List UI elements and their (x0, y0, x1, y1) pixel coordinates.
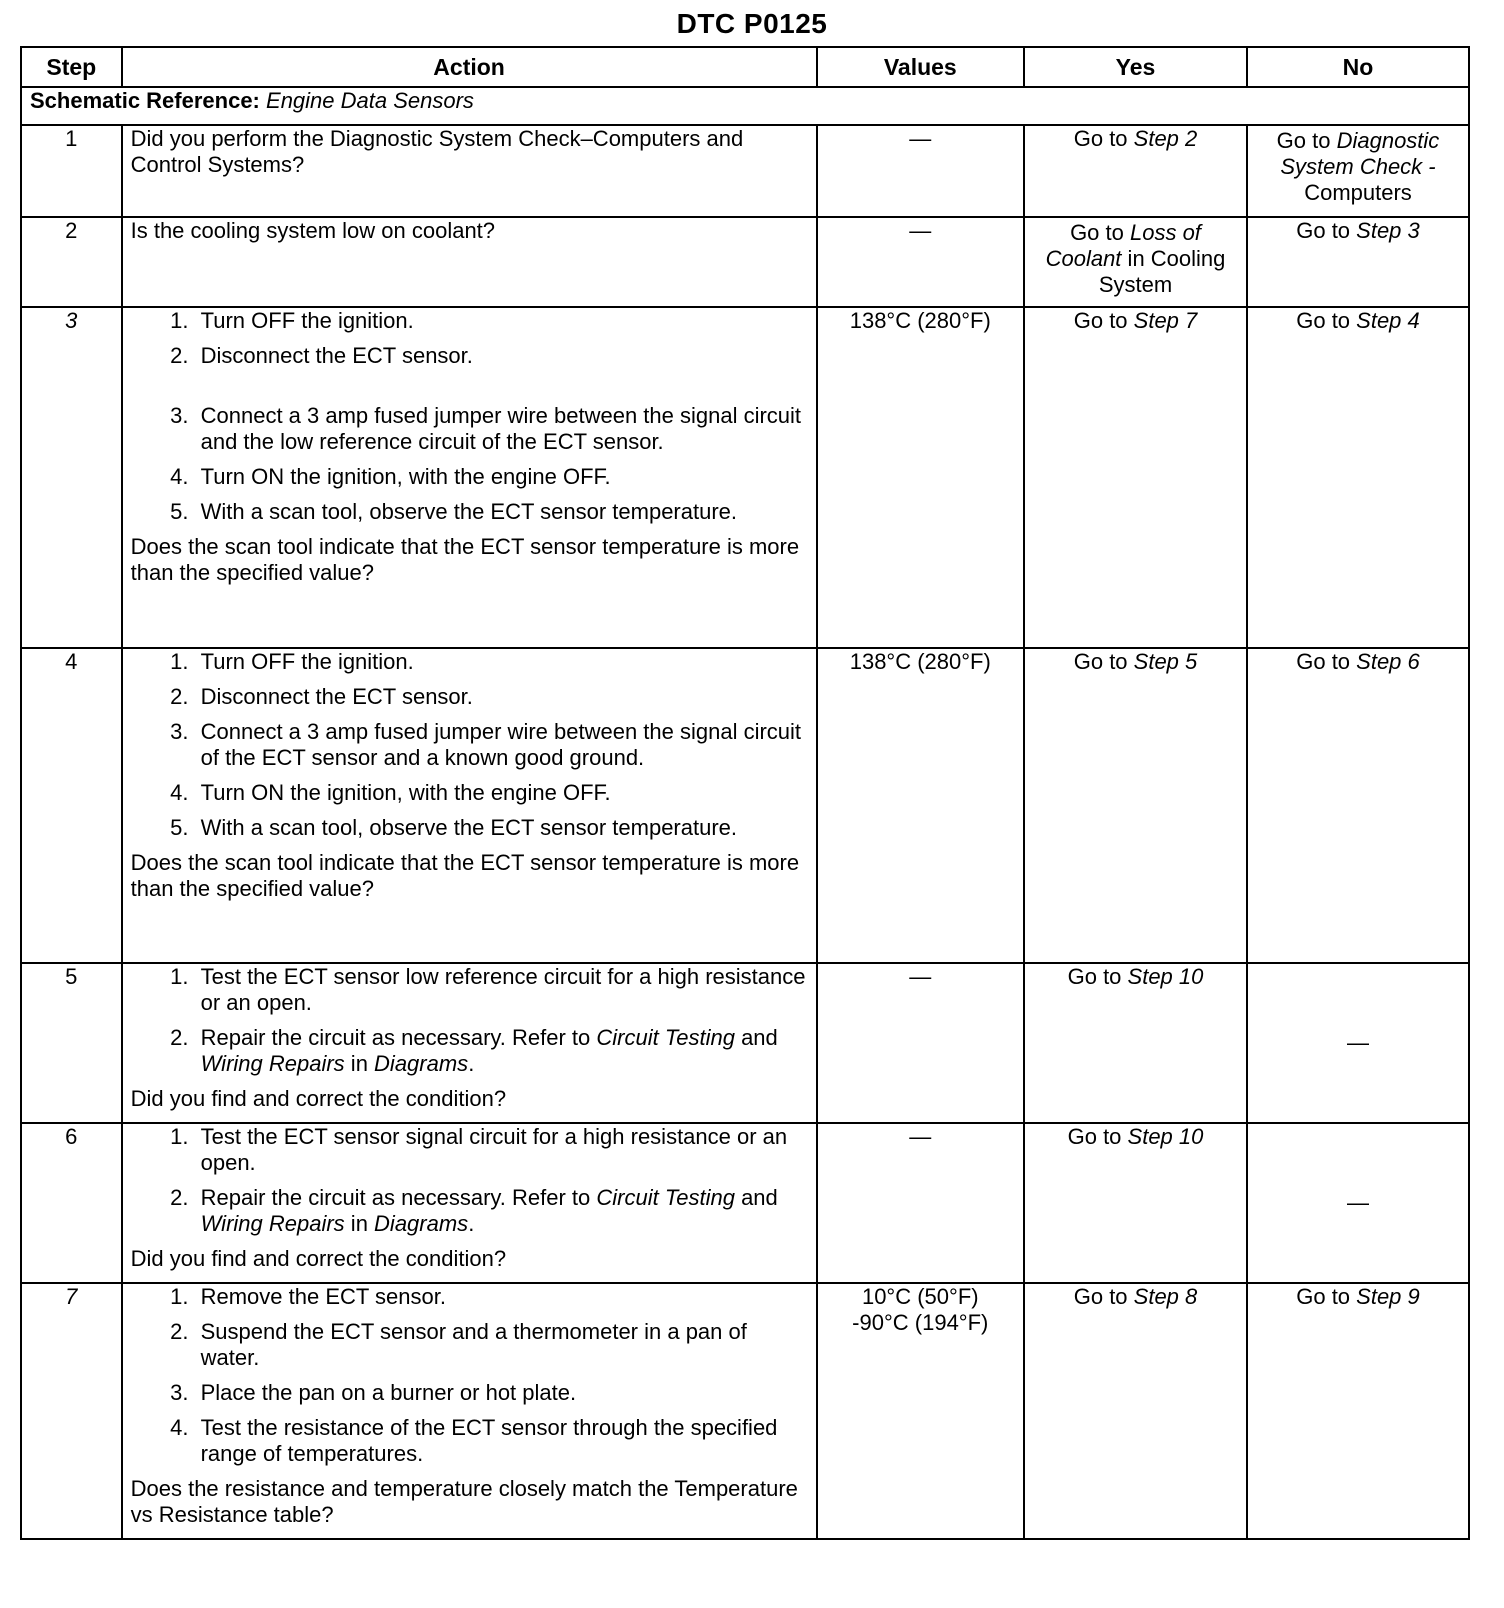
action-question: Does the scan tool indicate that the ECT sensor temperature is more than the specified value? (130, 534, 800, 585)
action-cell (122, 648, 817, 963)
yes-prefix: Go to (1073, 1284, 1134, 1309)
substep-text: . (468, 1051, 475, 1076)
substep-text: Repair the circuit as necessary. Refer to (200, 1185, 597, 1210)
header-no: No (1247, 47, 1469, 87)
value-line: -90°C (194°F) (852, 1310, 989, 1335)
step-number: 7 (21, 1283, 122, 1539)
no-link[interactable]: Step 4 (1356, 308, 1420, 333)
values-cell: — (817, 1123, 1024, 1283)
no-prefix: Go to (1296, 1284, 1357, 1309)
action-cell (122, 217, 817, 307)
yes-link[interactable]: Loss of Coolant (1045, 220, 1201, 271)
action-cell (122, 125, 817, 217)
no-cell (1247, 217, 1469, 307)
page-title: DTC P0125 (676, 8, 828, 39)
table-row (21, 648, 1469, 963)
wiring-repairs-link[interactable]: Wiring Repairs (200, 1211, 345, 1236)
values-cell (817, 1283, 1024, 1539)
schematic-reference (21, 87, 1469, 125)
yes-prefix: Go to (1073, 649, 1134, 674)
action-cell (122, 963, 817, 1123)
substep (195, 1185, 808, 1237)
substep: 5. With a scan tool, observe the ECT sensor temperature. (195, 499, 808, 525)
substep: 4. Turn ON the ignition, with the engine OFF. (195, 464, 808, 490)
yes-cell (1024, 125, 1247, 217)
no-link[interactable]: Diagnostic System Check - (1280, 128, 1440, 179)
table-row (21, 1283, 1469, 1539)
action-question: Does the scan tool indicate that the ECT sensor temperature is more than the specified value? (130, 850, 800, 901)
yes-cell (1024, 1283, 1247, 1539)
yes-prefix: Go to (1067, 964, 1128, 989)
substep-list (131, 964, 808, 1077)
action-cell (122, 307, 817, 648)
yes-prefix: Go to (1073, 308, 1134, 333)
substep: 3. Connect a 3 amp fused jumper wire between the signal circuit and the low reference circuit of the ECT sensor. (195, 403, 808, 455)
header-step: Step (21, 47, 122, 87)
no-link[interactable]: Step 6 (1356, 649, 1420, 674)
wiring-repairs-link[interactable]: Wiring Repairs (200, 1051, 345, 1076)
yes-link[interactable]: Step 5 (1133, 649, 1198, 674)
substep-list (131, 308, 808, 525)
step-number: 1 (21, 125, 122, 217)
substep-list (131, 1124, 808, 1237)
yes-link[interactable]: Step 2 (1133, 126, 1198, 151)
schematic-reference-row (21, 87, 1469, 125)
values-cell: — (817, 217, 1024, 307)
yes-link[interactable]: Step 7 (1133, 308, 1198, 333)
substep: 3. Connect a 3 amp fused jumper wire between the signal circuit of the ECT sensor and a known good ground. (195, 719, 808, 771)
values-cell: 138°C (280°F) (817, 307, 1024, 648)
no-suffix: Computers (1304, 180, 1412, 205)
no-cell (1247, 307, 1469, 648)
yes-link[interactable]: Step 10 (1127, 1124, 1204, 1149)
no-link[interactable]: Step 3 (1356, 218, 1420, 243)
diagrams-link[interactable]: Diagrams (374, 1051, 469, 1076)
values-cell: 138°C (280°F) (817, 648, 1024, 963)
yes-prefix: Go to (1073, 126, 1134, 151)
substep: 1. Remove the ECT sensor. (195, 1284, 808, 1310)
step-number: 4 (21, 648, 122, 963)
substep-text: . (468, 1211, 475, 1236)
no-cell (1247, 125, 1469, 217)
yes-cell (1024, 307, 1247, 648)
header-action: Action (122, 47, 817, 87)
substep-text: and (734, 1185, 778, 1210)
table-row (21, 217, 1469, 307)
yes-prefix: Go to (1070, 220, 1130, 245)
step-number: 6 (21, 1123, 122, 1283)
no-link[interactable]: Step 9 (1356, 1284, 1420, 1309)
action-cell (122, 1123, 817, 1283)
action-question: Does the resistance and temperature closely match the Temperature vs Resistance table? (130, 1476, 798, 1527)
no-cell (1247, 1283, 1469, 1539)
values-cell: — (817, 125, 1024, 217)
substep: 2. Suspend the ECT sensor and a thermometer in a pan of water. (195, 1319, 808, 1371)
substep-list (131, 649, 808, 841)
step-number: 5 (21, 963, 122, 1123)
substep-text: Repair the circuit as necessary. Refer to (200, 1025, 597, 1050)
table-row (21, 307, 1469, 648)
yes-link[interactable]: Step 8 (1133, 1284, 1198, 1309)
substep: 4. Test the resistance of the ECT sensor through the specified range of temperatures. (195, 1415, 808, 1467)
header-row (21, 47, 1469, 87)
schematic-reference-label: Schematic Reference: (30, 88, 260, 113)
substep: 3. Place the pan on a burner or hot plate. (195, 1380, 808, 1406)
no-cell: — (1247, 963, 1469, 1123)
no-prefix: Go to (1296, 308, 1357, 333)
substep-list (131, 1284, 808, 1467)
header-values: Values (817, 47, 1024, 87)
substep-text: in (344, 1211, 375, 1236)
diagrams-link[interactable]: Diagrams (374, 1211, 469, 1236)
substep: 1. Turn OFF the ignition. (195, 308, 808, 334)
substep-text: in (344, 1051, 375, 1076)
step-number: 3 (21, 307, 122, 648)
substep: 1. Turn OFF the ignition. (195, 649, 808, 675)
substep: 2. Disconnect the ECT sensor. (195, 343, 808, 369)
substep (195, 1025, 808, 1077)
action-question: Is the cooling system low on coolant? (130, 218, 496, 243)
table-row (21, 963, 1469, 1123)
step-number: 2 (21, 217, 122, 307)
yes-cell (1024, 648, 1247, 963)
no-cell: — (1247, 1123, 1469, 1283)
values-cell: — (817, 963, 1024, 1123)
yes-cell (1024, 1123, 1247, 1283)
no-prefix: Go to (1276, 128, 1337, 153)
action-question: Did you find and correct the condition? (130, 1086, 507, 1111)
yes-suffix: in Cooling System (1098, 246, 1226, 297)
substep: 1. Test the ECT sensor signal circuit for a high resistance or an open. (195, 1124, 808, 1176)
circuit-testing-link[interactable]: Circuit Testing (596, 1025, 735, 1050)
action-question: Did you find and correct the condition? (130, 1246, 507, 1271)
no-prefix: Go to (1296, 218, 1357, 243)
value-line: 10°C (50°F) (861, 1284, 979, 1309)
table-row (21, 125, 1469, 217)
substep: 2. Disconnect the ECT sensor. (195, 684, 808, 710)
yes-cell (1024, 217, 1247, 307)
no-prefix: Go to (1296, 649, 1357, 674)
no-cell (1247, 648, 1469, 963)
schematic-reference-value: Engine Data Sensors (266, 88, 474, 113)
table-row (21, 1123, 1469, 1283)
yes-prefix: Go to (1067, 1124, 1128, 1149)
substep-text: and (734, 1025, 778, 1050)
circuit-testing-link[interactable]: Circuit Testing (596, 1185, 735, 1210)
yes-link[interactable]: Step 10 (1127, 964, 1204, 989)
action-question: Did you perform the Diagnostic System Check–Computers and Control Systems? (130, 126, 744, 177)
yes-cell (1024, 963, 1247, 1123)
header-yes: Yes (1024, 47, 1247, 87)
substep: 1. Test the ECT sensor low reference circuit for a high resistance or an open. (195, 964, 808, 1016)
action-cell (122, 1283, 817, 1539)
substep: 4. Turn ON the ignition, with the engine OFF. (195, 780, 808, 806)
diagnostic-table (20, 46, 1470, 1540)
substep: 5. With a scan tool, observe the ECT sensor temperature. (195, 815, 808, 841)
